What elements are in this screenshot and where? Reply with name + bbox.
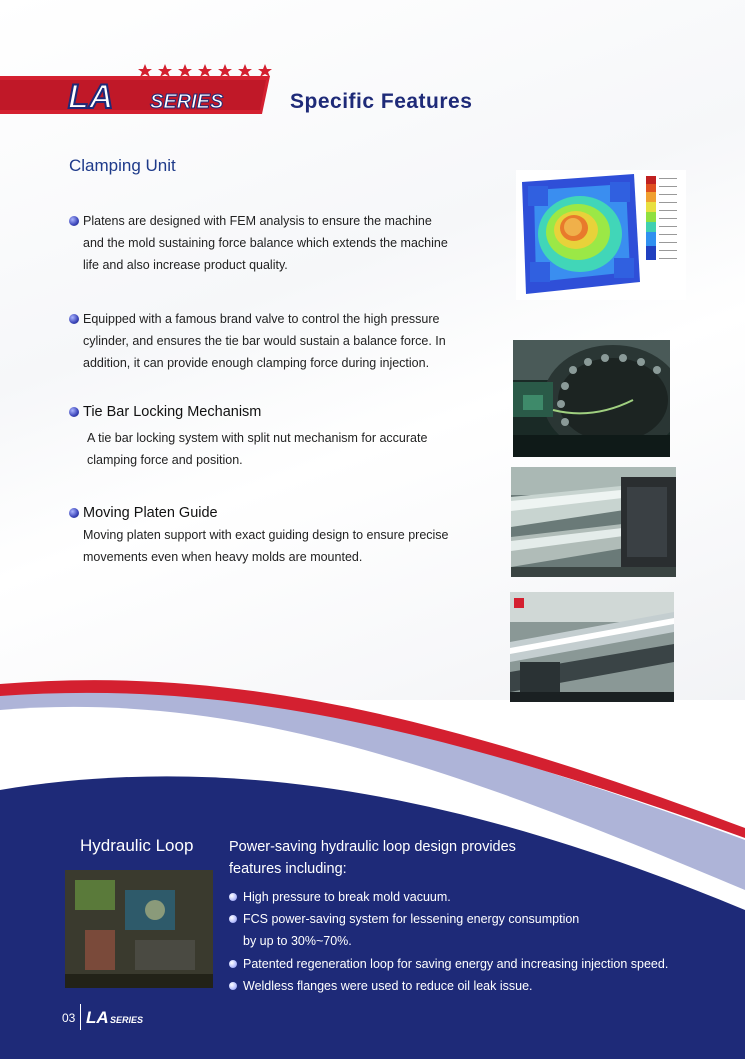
para-fem [83, 210, 463, 276]
logo-series-text: SERIES [150, 91, 224, 113]
bullet-icon [69, 314, 79, 324]
footer-divider [80, 1004, 81, 1030]
page-number: 03 [62, 1011, 76, 1025]
footer-logo-la-text: LA [86, 1008, 109, 1027]
bullet-icon [229, 960, 237, 968]
para-line: A tie bar locking system with split nut mechanism for accurate [87, 431, 428, 445]
footer-la-series-logo [86, 1006, 158, 1028]
bullet-icon [69, 216, 79, 226]
hydraulic-loop-title: Hydraulic Loop [80, 836, 194, 855]
para-line: addition, it can provide enough clamping force during injection. [83, 356, 430, 370]
heading-line: features including: [229, 861, 347, 877]
para-line: and the mold sustaining force balance which extends the machine [83, 236, 448, 250]
footer-logo-series-text: SERIES [110, 1015, 144, 1025]
bullet-icon [229, 893, 237, 901]
bullet-icon [229, 915, 237, 923]
hydraulic-item: by up to 30%~70%. [243, 934, 352, 948]
para-line: Moving platen support with exact guiding design to ensure precise [83, 528, 449, 542]
fem-analysis-image [516, 170, 686, 300]
section-title-clamping: Clamping Unit [69, 156, 176, 175]
logo-la-text: LA [68, 78, 114, 116]
hydraulic-item: High pressure to break mold vacuum. [243, 890, 451, 904]
para-line: life and also increase product quality. [83, 258, 288, 272]
heading-line: Power-saving hydraulic loop design provides [229, 839, 516, 855]
bullet-icon [229, 982, 237, 990]
para-tiebar [87, 427, 465, 471]
para-line: cylinder, and ensures the tie bar would sustain a balance force. In [83, 334, 446, 348]
bullet-icon [69, 508, 79, 518]
subtitle-tiebar: Tie Bar Locking Mechanism [83, 404, 262, 420]
hydraulic-item: Patented regeneration loop for saving energy and increasing injection speed. [243, 957, 669, 971]
hydraulic-loop-image [65, 870, 213, 988]
bullet-icon [69, 407, 79, 417]
hydraulic-item: Weldless flanges were used to reduce oil leak issue. [243, 979, 533, 993]
para-line: clamping force and position. [87, 453, 243, 467]
para-line: Platens are designed with FEM analysis to ensure the machine [83, 214, 432, 228]
para-guide [83, 524, 463, 568]
tie-bar-rods-image [511, 467, 676, 577]
page-title: Specific Features [290, 90, 473, 113]
hydraulic-heading [229, 836, 559, 880]
tie-bar-locking-image [513, 340, 670, 457]
para-line: Equipped with a famous brand valve to control the high pressure [83, 312, 440, 326]
para-valve [83, 308, 465, 374]
subtitle-guide: Moving Platen Guide [83, 505, 218, 521]
la-series-logo [0, 62, 290, 120]
hydraulic-item: FCS power-saving system for lessening energy consumption [243, 912, 580, 926]
para-line: movements even when heavy molds are mounted. [83, 550, 363, 564]
